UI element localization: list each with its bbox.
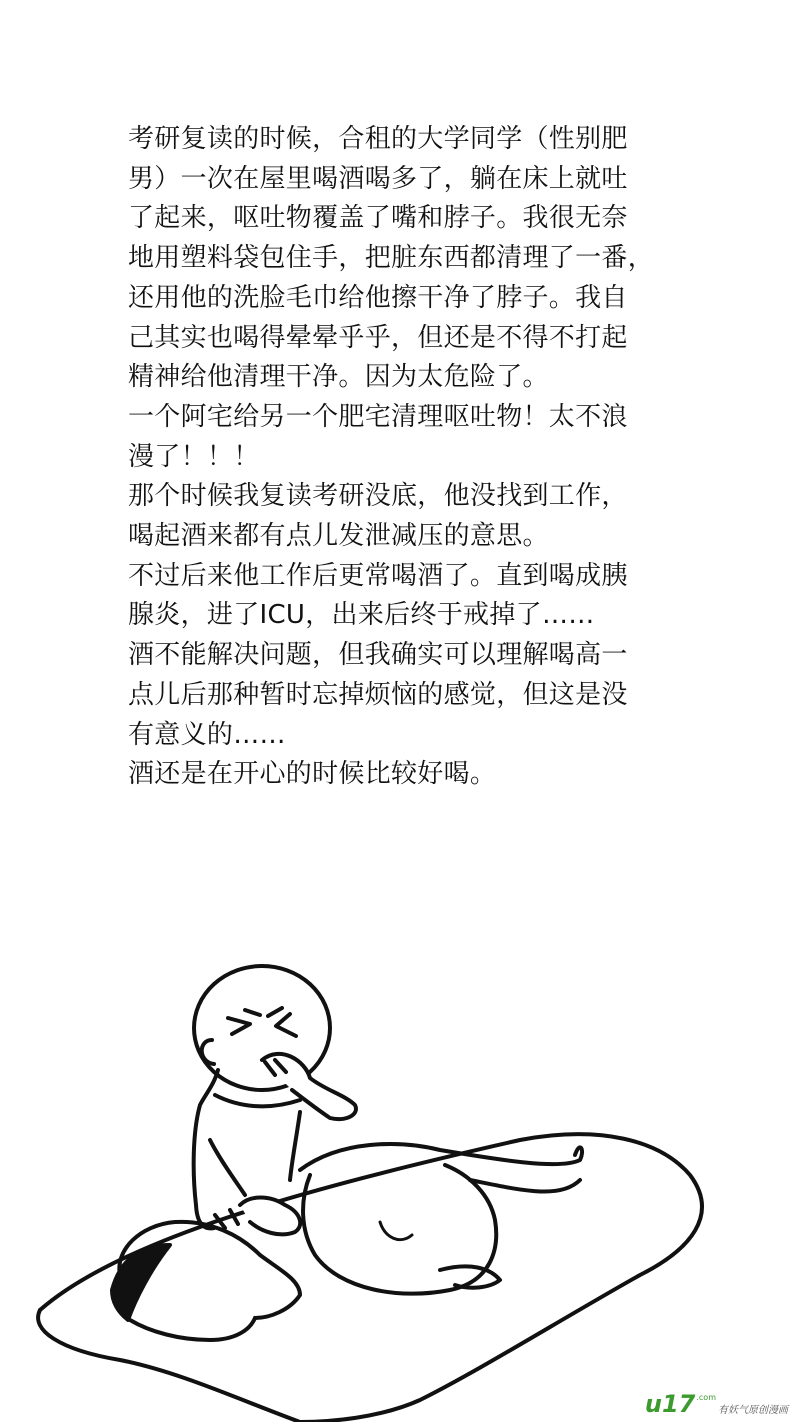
text-line: 不过后来他工作后更常喝酒了。直到喝成胰	[128, 560, 628, 591]
text-line: 精神给他清理干净。因为太危险了。	[128, 362, 549, 393]
text-line: 喝起酒来都有点儿发泄减压的意思。	[128, 521, 549, 552]
text-line: 有意义的……	[128, 719, 286, 750]
story-text	[128, 120, 668, 795]
text-line: 酒不能解决问题，但我确实可以理解喝高一	[128, 640, 628, 671]
comic-illustration	[0, 955, 800, 1422]
watermark-tagline: 有妖气原创漫画	[718, 1405, 788, 1416]
text-line: 腺炎，进了ICU，出来后终于戒掉了……	[128, 600, 595, 631]
text-line: 一个阿宅给另一个肥宅清理呕吐物！太不浪	[128, 401, 628, 432]
u17-watermark	[645, 1392, 788, 1416]
text-line: 那个时候我复读考研没底，他没找到工作，	[128, 481, 628, 512]
text-line: 男）一次在屋里喝酒喝多了，躺在床上就吐	[128, 163, 628, 194]
text-line: 了起来，呕吐物覆盖了嘴和脖子。我很无奈	[128, 203, 628, 234]
text-line: 考研复读的时候，合租的大学同学（性别肥	[128, 124, 628, 154]
text-line: 还用他的洗脸毛巾给他擦干净了脖子。我自	[128, 282, 628, 313]
lying-person	[112, 1144, 582, 1340]
watermark-domain: .com	[696, 1393, 716, 1402]
friend-figure	[194, 966, 356, 1228]
watermark-logo: u17	[644, 1390, 696, 1418]
text-line: 地用塑料袋包住手，把脏东西都清理了一番，	[128, 243, 655, 274]
text-line: 己其实也喝得晕晕乎乎，但还是不得不打起	[128, 322, 628, 353]
text-line: 漫了！！！	[128, 441, 260, 472]
text-line: 点儿后那种暂时忘掉烦恼的感觉，但这是没	[128, 679, 628, 710]
text-line: 酒还是在开心的时候比较好喝。	[128, 759, 497, 790]
